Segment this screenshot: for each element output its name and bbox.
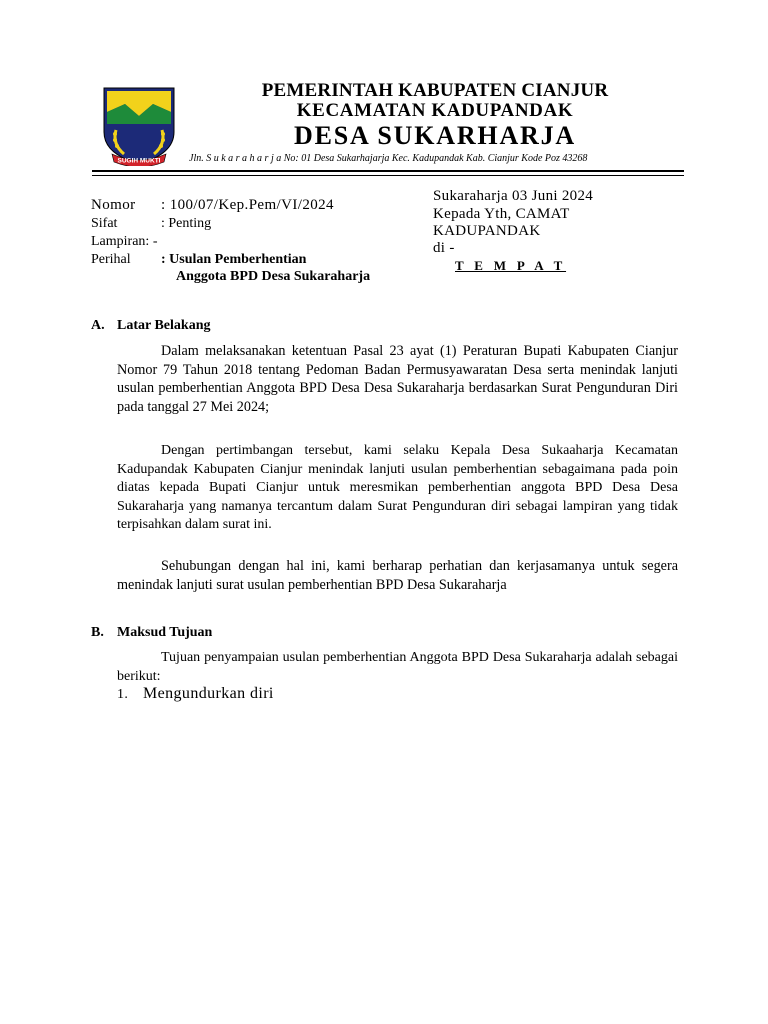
section-a-paragraph-3 (117, 557, 678, 594)
paragraph-text: Dengan pertimbangan tersebut, kami selaku Kepala Desa Sukaaharja Kecamatan Kadupandak Kabupaten Cianjur menindak lanjuti usulan pemberhentian sebagaimana pada poin diatas kepada Bupati Cianjur untuk meresmikan pemberhentian anggota BPD Desa Desa Sukaraharja yang namanya tercantum dalam Surat Pengunduran diri sebagai lampiran yang tidak terpisahkan dalam surat ini. (117, 443, 678, 532)
meta-lampiran (91, 234, 157, 250)
recipient-line-2: KADUPANDAK (433, 223, 541, 239)
recipient-line-1: Kepada Yth, CAMAT (433, 206, 570, 222)
paragraph-text: Dalam melaksanakan ketentuan Pasal 23 ayat (1) Peraturan Bupati Kabupaten Cianjur Nomor 79 Tahun 2018 tentang Pedoman Badan Permusyawaratan Desa serta menindak lanjuti usulan pemberhentian Anggota BPD Desa Desa Sukaraharja berdasarkan Surat Pengunduran Diri pada tanggal 27 Mei 2024; (117, 343, 678, 415)
meta-sifat (91, 216, 211, 232)
section-b-title: Maksud Tujuan (117, 625, 213, 640)
section-a-title: Latar Belakang (117, 318, 211, 333)
recipient-di: di - (433, 240, 455, 256)
section-b-letter: B. (91, 625, 104, 640)
paragraph-text: Sehubungan dengan hal ini, kami berharap perhatian dan kerjasamanya untuk segera menindak lanjuti surat usulan pemberhentian BPD Desa Sukaraharja (117, 558, 678, 593)
lampiran-label: Lampiran: (91, 234, 150, 249)
section-b-heading (91, 625, 212, 641)
org-line-1: PEMERINTAH KABUPATEN CIANJUR (261, 80, 609, 101)
meta-perihal (91, 252, 306, 268)
section-a-paragraph-2 (117, 442, 678, 535)
section-a-heading (91, 318, 210, 334)
list-item-text: Mengundurkan diri (143, 685, 274, 702)
village-name: DESA SUKARHARJA (294, 121, 576, 150)
org-line-2: KECAMATAN KADUPANDAK (296, 100, 574, 121)
section-a-letter: A. (91, 318, 105, 333)
header-rule-thick (92, 170, 684, 172)
sifat-label: Sifat (91, 216, 118, 231)
svg-text:SUGIH MUKTI: SUGIH MUKTI (117, 157, 161, 165)
letter-date: Sukaraharja 03 Juni 2024 (433, 188, 594, 204)
list-item (117, 685, 274, 703)
paragraph-text: Tujuan penyampaian usulan pemberhentian Anggota BPD Desa Sukaraharja adalah sebagai berikut: (117, 650, 678, 684)
lampiran-value: - (149, 234, 158, 249)
coat-of-arms-icon (98, 84, 180, 166)
perihal-value-2: Anggota BPD Desa Sukaraharja (176, 269, 371, 284)
nomor-label: Nomor (91, 197, 136, 213)
header-rule-thin (92, 175, 684, 176)
perihal-value-1: : Usulan Pemberhentian (161, 252, 307, 267)
meta-nomor (91, 197, 334, 214)
list-item-number: 1. (117, 687, 129, 702)
section-a-paragraph-1 (117, 342, 678, 416)
address-line: Jln. S u k a r a h a r j a No: 01 Desa Sukarhajarja Kec. Kadupandak Kab. Cianjur Kode Poz 43268 (189, 153, 588, 164)
recipient-tempat: T E M P A T (455, 258, 567, 273)
sifat-value: : Penting (161, 216, 212, 231)
section-b-paragraph (117, 649, 678, 686)
perihal-label: Perihal (91, 252, 131, 267)
nomor-value: : 100/07/Kep.Pem/VI/2024 (161, 197, 334, 213)
